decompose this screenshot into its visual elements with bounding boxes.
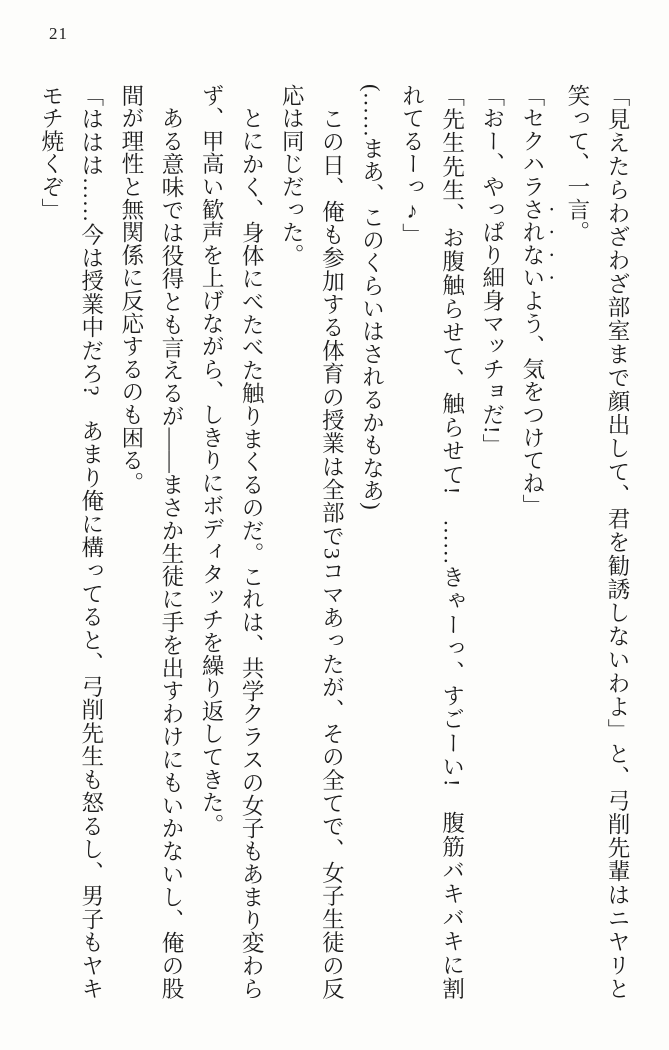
text-line: [557, 84, 597, 1000]
text-segment: 「先生先生、お腹触らせて、触らせて! ……きゃーっ、すごーい! 腹筋バキバキに割: [439, 84, 465, 1000]
text-line: [231, 84, 271, 1000]
text-line: [191, 84, 231, 1000]
text-segment: れてるーっ♪」: [399, 84, 425, 247]
text-line: [71, 84, 111, 1000]
page-number: 21: [49, 24, 68, 43]
text-segment: 「セクハラ: [519, 84, 545, 198]
text-segment: 応は同じだった。: [279, 84, 305, 267]
text-segment: よう、気をつけてね」: [519, 289, 545, 518]
text-block: [31, 84, 637, 1000]
text-segment: ある意味では役得とも言えるが――まさか生徒に手を出すわけにもいかないし、俺の股: [158, 84, 184, 1000]
text-line: [597, 84, 637, 1000]
text-line: [111, 84, 151, 1000]
text-line: [311, 84, 351, 1000]
text-segment: 間が理性と無関係に反応するのも困る。: [118, 84, 144, 495]
text-line: [151, 84, 191, 1000]
text-segment: この日、俺も参加する体育の授業は全部で3コマあったが、その全てで、女子生徒の反: [319, 84, 345, 1000]
text-line: [271, 84, 311, 1000]
text-line: [472, 84, 512, 1000]
text-segment: 笑って、一言。: [564, 84, 590, 244]
text-line: [31, 84, 71, 1000]
text-line: [351, 84, 391, 1000]
text-line: [512, 84, 557, 1000]
text-segment: とにかく、身体にべたべた触りまくるのだ。これは、共学クラスの女子もあまり変わら: [239, 84, 265, 1000]
text-segment: 「見えたらわざわざ部室まで顔出して、君を勧誘しないわよ」と、弓削先輩はニヤリと: [605, 84, 630, 1000]
text-segment: (……まあ、このくらいはされるかもなあ): [359, 84, 385, 510]
text-line: [432, 84, 472, 1000]
emphasized-text: されない: [519, 198, 545, 290]
text-line: [391, 84, 431, 1000]
text-segment: 「おー、やっぱり細身マッチョだ!」: [479, 84, 505, 457]
text-segment: 「ははは……今は授業中だろ? あまり俺に構ってると、弓削先生も怒るし、男子もヤキ: [78, 84, 104, 1000]
text-segment: モチ焼くぞ」: [38, 84, 64, 221]
text-segment: ず、甲高い歓声を上げながら、しきりにボディタッチを繰り返してきた。: [199, 84, 225, 837]
